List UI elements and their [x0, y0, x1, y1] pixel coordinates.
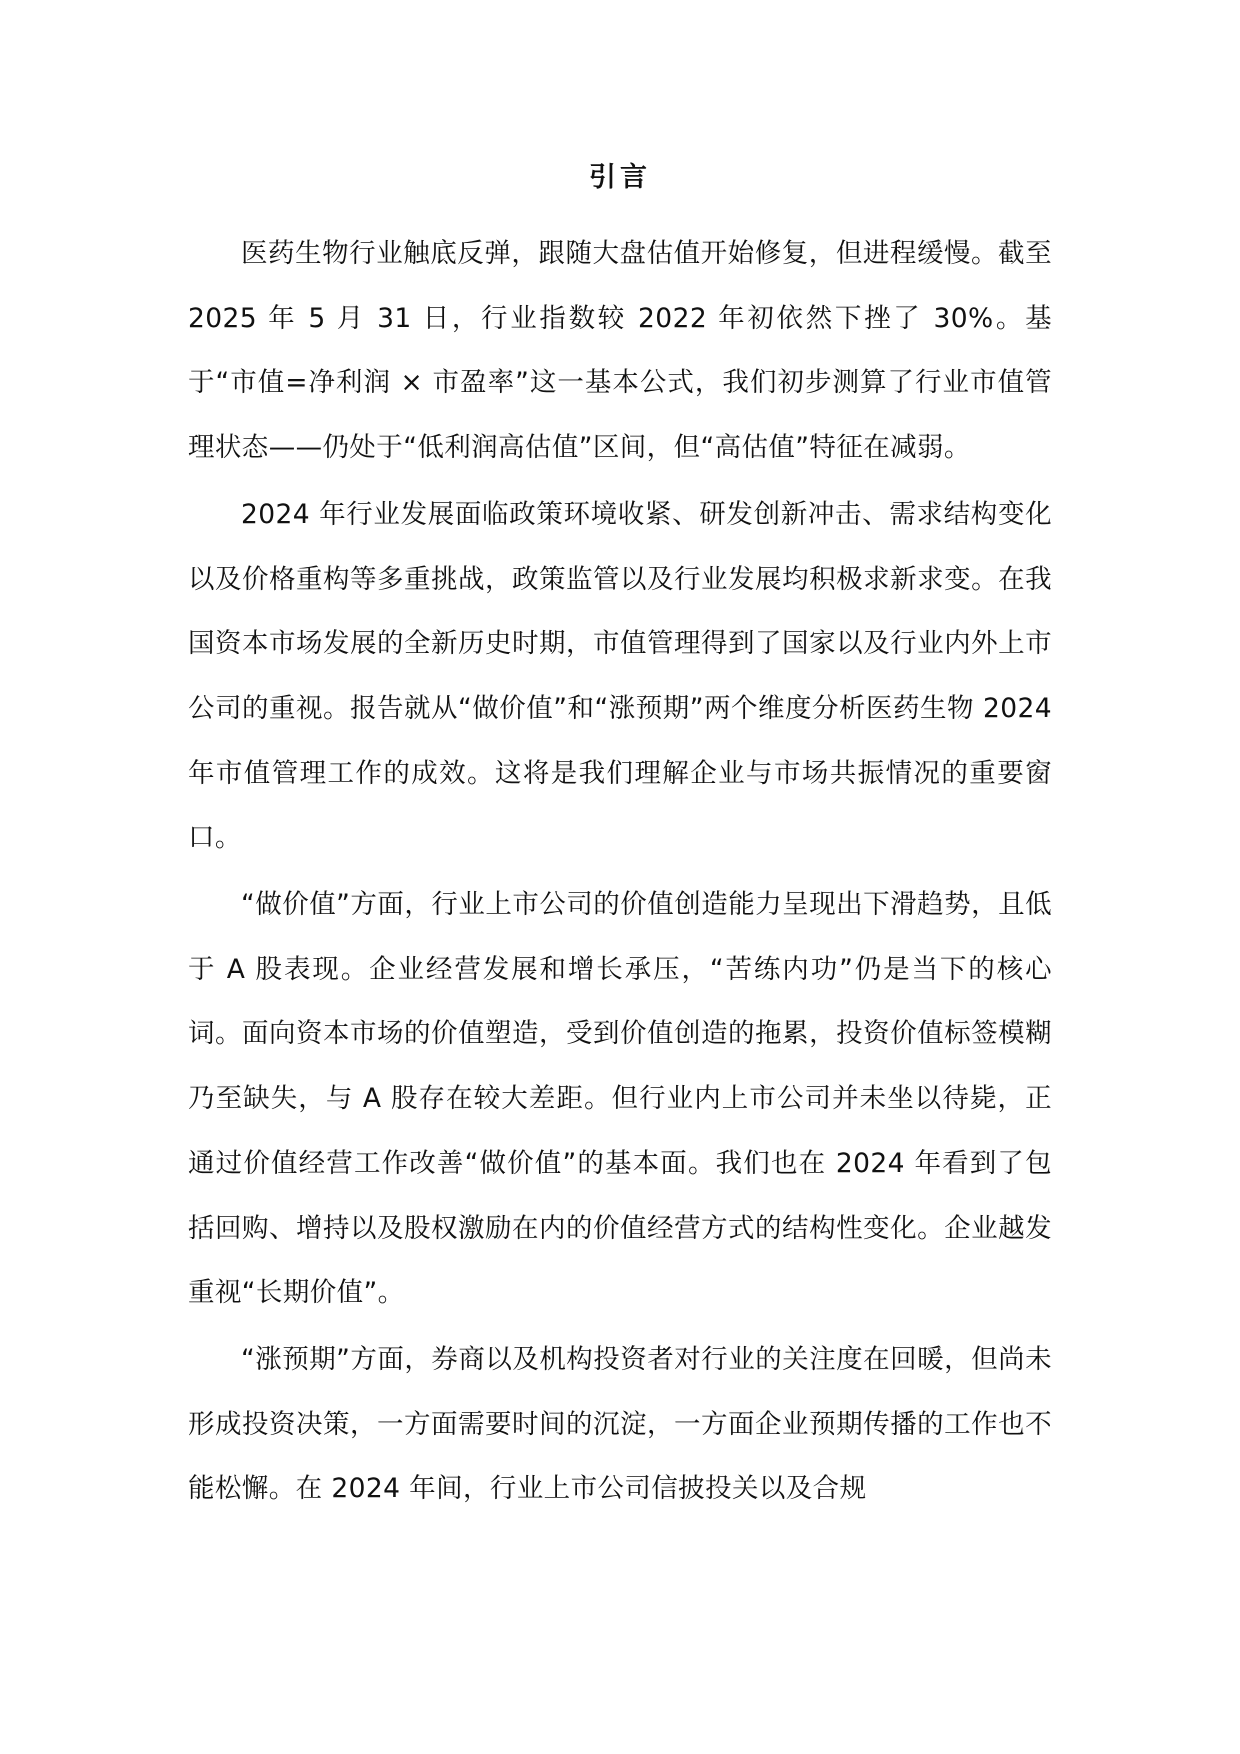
page-title: 引言	[589, 162, 651, 193]
body-text	[188, 222, 1052, 1524]
paragraph-create-value: “做价值”方面，行业上市公司的价值创造能力呈现出下滑趋势，且低于 A 股表现。企业经营发展和增长承压，“苦练内功”仍是当下的核心词。面向资本市场的价值塑造，受到价值创造的拖累，投资价值标签模糊乃至缺失，与 A 股存在较大差距。但行业内上市公司并未坐以待毙，正通过价值经营工作改善“做价值”的基本面。我们也在 2024 年看到了包括回购、增持以及股权激励在内的价值经营方式的结构性变化。企业越发重视“长期价值”。	[188, 889, 1052, 1309]
paragraph-challenges: 2024 年行业发展面临政策环境收紧、研发创新冲击、需求结构变化以及价格重构等多重挑战，政策监管以及行业发展均积极求新求变。在我国资本市场发展的全新历史时期，市值管理得到了国家以及行业内外上市公司的重视。报告就从“做价值”和“涨预期”两个维度分析医药生物 2024 年市值管理工作的成效。这将是我们理解企业与市场共振情况的重要窗口。	[188, 498, 1052, 854]
paragraph-raise-expectations: “涨预期”方面，券商以及机构投资者对行业的关注度在回暖，但尚未形成投资决策，一方面需要时间的沉淀，一方面企业预期传播的工作也不能松懈。在 2024 年间，行业上市公司信披投关以及合规	[188, 1343, 1052, 1505]
paragraph-intro: 医药生物行业触底反弹，跟随大盘估值开始修复，但进程缓慢。截至 2025 年 5 月 31 日，行业指数较 2022 年初依然下挫了 30%。基于“市值=净利润 × 市盈率”这一基本公式，我们初步测算了行业市值管理状态——仍处于“低利润高估值”区间，但“高估值”特征在减弱。	[188, 238, 1052, 464]
